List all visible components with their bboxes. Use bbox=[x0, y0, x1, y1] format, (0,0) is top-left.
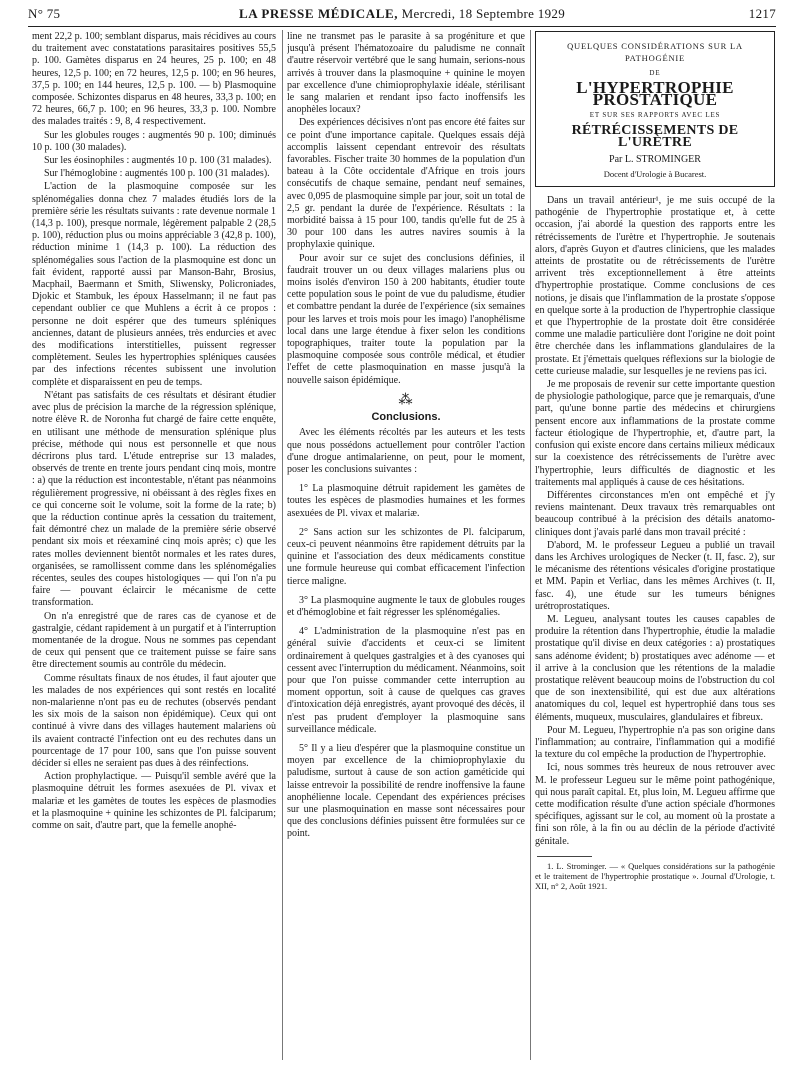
column-divider bbox=[282, 30, 283, 1060]
page-header bbox=[28, 4, 776, 26]
footnote-rule bbox=[537, 856, 592, 857]
paragraph: line ne transmet pas le parasite à sa progéniture et que jusqu'à présent l'hématozoaire du paludisme ne connaît d'autre réservoir vertébré que le sang humain, serions-nous arrivés à trouver dans la plasmoquine + quinine le moyen par excellence d'une chimioprophylaxie idéale, stérilisant le sang malarien et rendant ipso facto inoffensifs les anophèles locaux? bbox=[287, 31, 525, 116]
column-divider bbox=[530, 30, 531, 1060]
footnote: 1. L. Strominger. — « Quelques considérations sur la pathogénie et le traitement de l'hypertrophie prostatique ». Journal d'Urologie, t. XII, n° 2, Août 1921. bbox=[535, 860, 775, 891]
paragraph: M. Legueu, analysant toutes les causes capables de produire la rétention dans l'hypertrophie, étudie la maladie prostatique qu'il divise en deux catégories : a) prostatiques sans adénome évident; b) prostatiques avec adénome — et il arrive à la conclusion que les rétentions de la maladie prostatique relèvent beaucoup moins de l'obstruction du col que de son inextensibilité, qui est due aux altérations anatomiques du col, lequel est hypertrophié dans tous ses éléments, muqueux, musculaires, glandulaires et fibreux. bbox=[535, 613, 775, 723]
column-middle bbox=[287, 31, 525, 1071]
article-title: L'HYPERTROPHIE PROSTATIQUE bbox=[576, 77, 734, 109]
paragraph: Sur les éosinophiles : augmentés 10 p. 100 (31 malades). bbox=[44, 155, 272, 167]
conclusion-item: 4° L'administration de la plasmoquine n'est pas en général suivie d'accidents et ceux-ci se limitent ordinairement à quelques gastralgies et à des cyanoses qui cessent avec l'interruption du médicament. Néanmoins, soit pour que l'on puisse commander cette interruption au moment opportun, soit à cause de quelques cas graves d'intoxication déjà enregistrés, ayant provoqué des décès, il n'est pas prudent d'employer la plasmoquine sans surveillance médicale. bbox=[287, 626, 525, 735]
column-left bbox=[32, 31, 276, 1071]
paragraph: Sur les globules rouges : augmentés 90 p. 100; diminués 10 p. 100 (30 malades). bbox=[32, 129, 276, 153]
paragraph: N'étant pas satisfaits de ces résultats et désirant étudier avec plus de précision la marche de la régression splénique, notre élève R. de Noronha fut chargé de faire cette enquête, en utilisant une méthode de mensuration splénique plus précise, méthode qui nous est personnelle et que nous décrirons plus tard. L'étude entreprise sur 13 malades, observés de trente en trente jours pendant cinq mois, montre : a) que la réduction est incontestable, n'étant pas néanmoins régulièrement progressive, ni obéissant à des règles fixes en ce qui concerne soit le volume, soit la forme de la rate; b) que la réduction continue après la cessation du traitement, fait démontré chez un malade de la première série observé pendant six mois et réexaminé cinq mois après; c) que les rates molles deviennent bientôt normales et les rates dures, organisées, se ramollissent comme dans les splénomégalies récentes, seules des coupes histologiques — qui l'on n'a pu faire — pouvant éclaircir le mécanisme de cette transformation. bbox=[32, 389, 276, 609]
conclusions-intro: Avec les éléments récoltés par les auteurs et les tests que nous possédons actuellement pour contrôler l'action d'une drogue antimalarienne, on peut, pour le moment, poser les conclusions suivantes : bbox=[287, 427, 525, 475]
paragraph: On n'a enregistré que de rares cas de cyanose et de gastralgie, cédant rapidement à un purgatif et à l'interruption momentanée de la drogue. Nous ne sommes pas cependant de ceux qui pensent que ce traitement puisse se faire sans être directement soumis au contrôle du médecin. bbox=[32, 610, 276, 671]
conclusion-item: 3° La plasmoquine augmente le taux de globules rouges et d'hémoglobine et fait régresser les splénomégalies. bbox=[287, 594, 525, 618]
issue-date: Mercredi, 18 Septembre 1929 bbox=[401, 6, 566, 21]
section-separator: ⁂ bbox=[398, 392, 414, 408]
article-title-box bbox=[535, 31, 775, 187]
conclusion-item: 1° La plasmoquine détruit rapidement les gamètes de toutes les espèces de plasmodies humaines et les formes asexuées de Pl. vivax et malariæ. bbox=[287, 483, 525, 519]
article-author: Par L. STROMINGER bbox=[609, 153, 701, 165]
author-affiliation: Docent d'Urologie à Bucarest. bbox=[603, 168, 707, 179]
article-overtitle: QUELQUES CONSIDÉRATIONS SUR LA PATHOGÉNIE bbox=[567, 41, 743, 64]
paragraph: ment 22,2 p. 100; semblant disparus, mais récidives au cours du traitement avec constatations parasitaires positives 55,5 p. 100. Gamètes disparus en 24 heures, 25 p. 100; en 48 heures, 12,5 p. 100; en 72 heures, 12,5 p. 100; en 96 heures, 37,5 p. 100; en 144 heures, 12,5 p. 100. — b) Plasmoquine composée. Schizontes disparus en 48 heures, 33,3 p. 100; en 72 heures, 66,7 p. 100; en 96 heures, 33,3 p. 100. Nombre des malades traités : 9, 8, 4 respectivement. bbox=[32, 31, 276, 128]
conclusion-item: 5° Il y a lieu d'espérer que la plasmoquine constitue un moyen par excellence de la chimioprophylaxie du paludisme, surtout à cause de son action gaméticide qui laisse entrevoir la possibilité de rendre inoffensive la faune anophélienne locale. Cependant des expériences précises sur une plasmoquination en masse sont nécessaires pour que des conclusions définies puissent être formulées sur ce point. bbox=[287, 742, 525, 840]
paragraph: Je me proposais de revenir sur cette importante question de physiologie pathologique, parce que je remarquais, d'une part, qu'une bonne partie des médecins et chirurgiens pensent encore aux inflammations de la prostate comme facteur étiologique de l'hypertrophie, et, d'autre part, la confusion qui existe encore dans certains milieux médicaux sur la coexistence des rétrécissements de l'urètre avec l'hypertrophie, leurs difficultés de diagnostic et les traitements mal appliqués à cause de ces hésitations. bbox=[535, 379, 775, 488]
issue-number: N° 75 bbox=[28, 6, 61, 21]
conclusion-item: 2° Sans action sur les schizontes de Pl. falciparum, ceux-ci peuvent néanmoins être rapidement détruits par la quinine et l'association des deux médicaments constitue une formule heureuse qui combat efficacement l'infection tierce maligne. bbox=[287, 526, 525, 587]
article-connector: ET SUR SES RAPPORTS AVEC LES bbox=[589, 111, 721, 120]
paragraph: Comme résultats finaux de nos études, il faut ajouter que les malades de nos expériences qui sont restés en localité non-malarienne n'ont pas eu de rechutes (observés pendant les six mois de la saison non épidémique). Ceux qui ont continué à vivre dans des villages hautement malariens où ils avaient contracté l'infection ont eu des rechutes dans un pourcentage de 17 pour 100, sans que l'on puisse souvent décider si elles ne seraient pas dues à des réinfections. bbox=[32, 672, 276, 769]
header-rule bbox=[28, 26, 776, 27]
page-number: 1217 bbox=[748, 6, 776, 21]
paragraph: Pour M. Legueu, l'hypertrophie n'a pas son origine dans l'inflammation; au contraire, l'inflammation qui a modifié la texture du col empêche la production de l'hypertrophie. bbox=[535, 724, 775, 761]
conclusions-heading: Conclusions. bbox=[371, 411, 441, 424]
article-subtitle: RÉTRÉCISSEMENTS DE L'URÈTRE bbox=[571, 123, 739, 151]
paragraph: Pour avoir sur ce sujet des conclusions définies, il faudrait trouver un ou deux villages malariens plus ou moins isolés d'environ 150 à 200 habitants, étudier toute cette population sous le point de vue du paludisme, étudier et combattre pendant la durée de l'expérience (six semaines pour les larves et trois mois pour les imago) l'anophélisme local dans une large étendue à fixer selon les conditions topographiques, traiter toute la population par la plasmoquine composée sous contrôle médical, et étudier l'effet de cette plasmoquination en masse jusqu'à la nouvelle saison épidémique. bbox=[287, 252, 525, 386]
paragraph: Sur l'hémoglobine : augmentés 100 p. 100 (31 malades). bbox=[44, 168, 270, 180]
article-connector: DE bbox=[649, 69, 661, 78]
paragraph: Ici, nous sommes très heureux de nous retrouver avec M. le professeur Legueu sur le même point pathogénique, qui nous paraît capital. Et, plus loin, M. Legueu affirme que cette modification résulte d'une action spéciale d'hormones spécifiques, agissant sur le col, au moment où la prostate a fini son rôle, à la fin ou au déclin de la période d'activité génitale. bbox=[535, 762, 775, 847]
running-title bbox=[28, 6, 776, 22]
paragraph: Différentes circonstances m'en ont empêché et j'y reviens maintenant. Deux travaux très remarquables ont beaucoup contribué à la précision des détails anatomo-cliniques dont j'avais parlé dans mon travail précité : bbox=[535, 489, 775, 538]
journal-name: LA PRESSE MÉDICALE, bbox=[238, 6, 399, 21]
paragraph: L'action de la plasmoquine composée sur les splénomégalies donna chez 7 malades étudiés lors de la première série les résultats suivants : rate devenue normale 1 (14,3 p. 100), presque normale, légèrement palpable 2 (28,5 p. 100), réduction plus ou moins appréciable 3 (42,8 p. 100), réduction minime 1 (14,3 p. 100). La réduction des splénomégalies sous l'action de la plasmoquine est donc un fait évident, rapporté aussi par Manson-Bahr, Brosius, Macphail, Baermann et Smith, Sliwensky, Policroniades, Djokic et Stambuk, les époux Hasselmann; il ne faut pas cependant oublier ce que Muhlens a écrit à ce propos : personne ne doit espérer que des tumeurs spléniques anciennes, datant de plusieurs années, très endurcies et avec des modifications interstitielles, puissent regresser complètement. Seules les hypertrophies spléniques causées par des infections récentes subissent une involution complète et disparaissent en peu de temps. bbox=[32, 181, 276, 388]
paragraph: Action prophylactique. — Puisqu'il semble avéré que la plasmoquine détruit les formes asexuées de Pl. vivax et malariæ et les gamètes de toutes les espèces de plasmodies et la plasmoquine + quinine les schizontes de Pl. falciparum; comme on sait, d'autre part, que la femelle anophé- bbox=[32, 771, 276, 831]
paragraph: Dans un travail antérieur¹, je me suis occupé de la pathogénie de l'hypertrophie prostatique et, à cette occasion, j'ai abordé la question des rapports entre les rétrécissements de l'urètre et l'hypertrophie. Je soutenais alors, d'après Guyon et d'autres cliniciens, que les malades atteints de prostatite ou de rétrécissements de l'urètre arrivent très exceptionnellement à être atteints d'hypertrophie prostatique. Comme conclusions de ces notions, je disais que l'inflammation de la prostate s'oppose en quelque sorte à la production de l'hypertrophie classique et que l'hypertrophie de la prostate doit être considérée comme une maladie particulière dont l'origine ne doit point être cherchée dans les inflammations glandulaires de la prostate. Et j'émettais quelques réflexions sur la biologie de cette curieuse maladie, sur lesquelles je ne reviens pas ici. bbox=[535, 195, 775, 377]
column-right bbox=[535, 31, 775, 1071]
paragraph: D'abord, M. le professeur Legueu a publié un travail dans les Archives urologiques de Necker (t. II, fasc. 2), sur le mécanisme des rétentions vésicales d'origine prostatique et MM. Papin et Verliac, dans les mêmes Archives (t. II, fasc. 4), une étude sur les tumeurs bénignes urétroprostatiques. bbox=[535, 539, 775, 612]
paragraph: Des expériences décisives n'ont pas encore été faites sur ce point d'une importance capitale. Quelques essais déjà accomplis laissent cependant entrevoir des résultats favorables. Fischer traite 30 hommes de la population d'un bateau à la Côte occidentale d'Afrique en trois jours consécutifs de chaque semaine, pendant neuf semaines, avec 0,095 de plasmoquine simple par jour, soit un total de 2,5 gr. pendant la durée de l'expérience. Résultats : la morbidité baissa à 15 pour 100, tandis qu'elle fut de 25 à 30 pour 100 dans les autres navires soumis à la prophylaxie quinique. bbox=[287, 117, 525, 251]
